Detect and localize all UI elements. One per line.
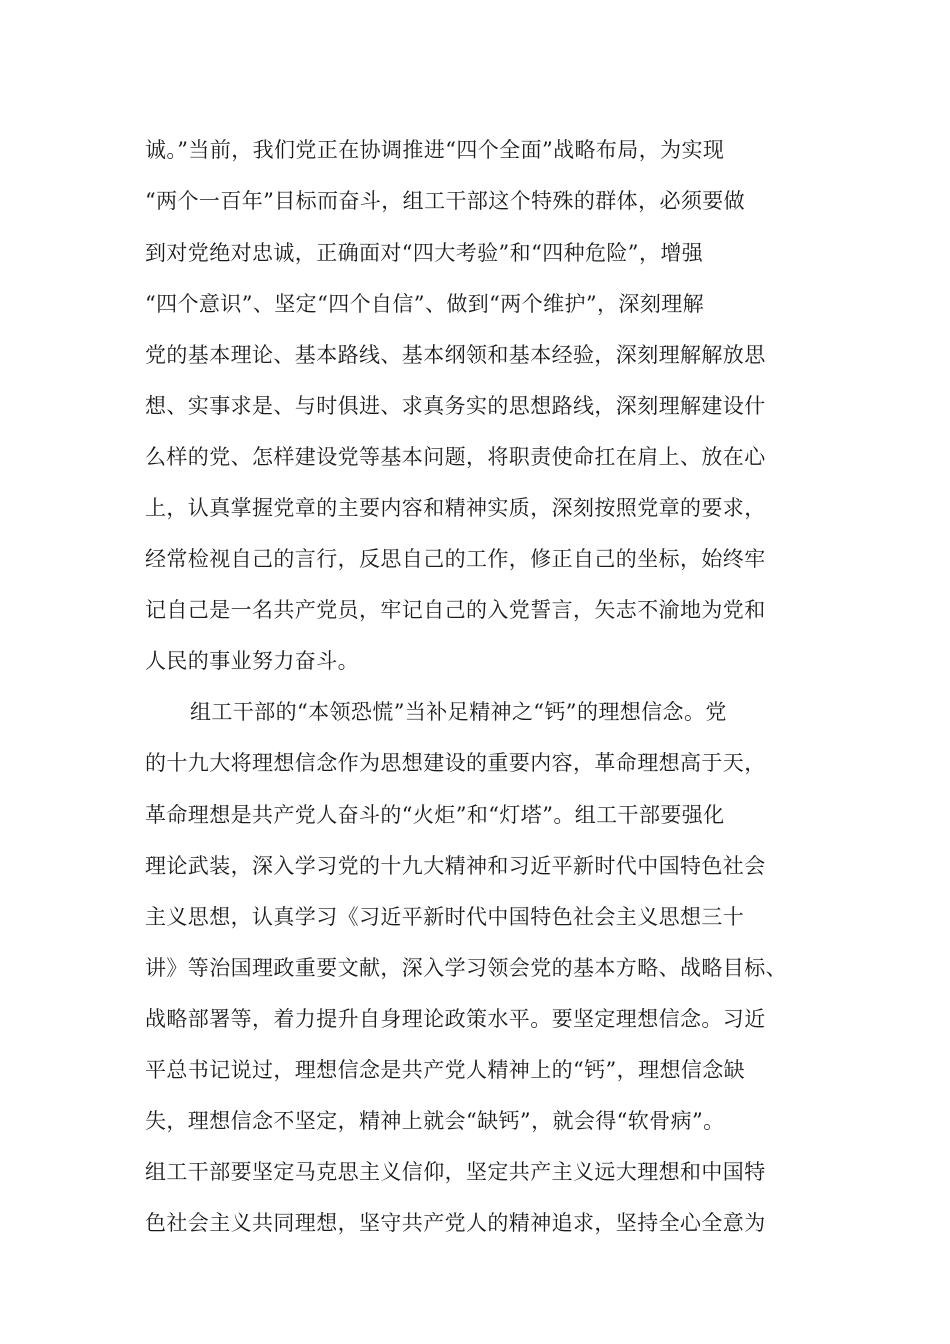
- text-line-6: 想、实事求是、与时俱进、求真务实的思想路线，深刻理解建设什: [145, 394, 766, 418]
- text-line-17: 讲》等治国理政重要文献，深入学习领会党的基本方略、战略目标、: [145, 956, 787, 980]
- text-line-8: 上，认真掌握党章的主要内容和精神实质，深刻按照党章的要求，: [145, 496, 766, 520]
- text-line-5: 党的基本理论、基本路线、基本纲领和基本经验，深刻理解解放思: [145, 343, 766, 367]
- text-line-7: 么样的党、怎样建设党等基本问题，将职责使命扛在肩上、放在心: [145, 445, 766, 469]
- text-line-18: 战略部署等，着力提升自身理论政策水平。要坚定理想信念。习近: [145, 1007, 766, 1031]
- text-line-4: “四个意识”、坚定“四个自信”、做到“两个维护”，深刻理解: [145, 292, 705, 316]
- text-line-22: 色社会主义共同理想，坚守共产党人的精神追求，坚持全心全意为: [145, 1211, 766, 1235]
- text-line-11: 人民的事业努力奋斗。: [145, 649, 359, 673]
- text-line-15: 理论武装，深入学习党的十九大精神和习近平新时代中国特色社会: [145, 854, 766, 878]
- text-line-2: “两个一百年”目标而奋斗，组工干部这个特殊的群体，必须要做: [145, 189, 746, 213]
- paragraph-start-line: 组工干部的“本领恐慌”当补足精神之“钙”的理想信念。党: [190, 700, 727, 724]
- text-line-13: 的十九大将理想信念作为思想建设的重要内容，革命理想高于天，: [145, 751, 766, 775]
- text-line-20: 失，理想信念不坚定，精神上就会“缺钙”，就会得“软骨病”。: [145, 1109, 725, 1133]
- text-line-21: 组工干部要坚定马克思主义信仰，坚定共产主义远大理想和中国特: [145, 1160, 766, 1184]
- text-line-14: 革命理想是共产党人奋斗的“火炬”和“灯塔”。组工干部要强化: [145, 803, 725, 827]
- text-line-9: 经常检视自己的言行，反思自己的工作，修正自己的坐标，始终牢: [145, 547, 766, 571]
- text-line-3: 到对党绝对忠诚，正确面对“四大考验”和“四种危险”，增强: [145, 241, 704, 265]
- text-line-19: 平总书记说过，理想信念是共产党人精神上的“钙”，理想信念缺: [145, 1058, 746, 1082]
- text-line-10: 记自己是一名共产党员，牢记自己的入党誓言，矢志不渝地为党和: [145, 598, 766, 622]
- text-line-1: 诚。”当前，我们党正在协调推进“四个全面”战略布局，为实现: [145, 138, 725, 162]
- text-line-16: 主义思想，认真学习《习近平新时代中国特色社会主义思想三十: [145, 905, 745, 929]
